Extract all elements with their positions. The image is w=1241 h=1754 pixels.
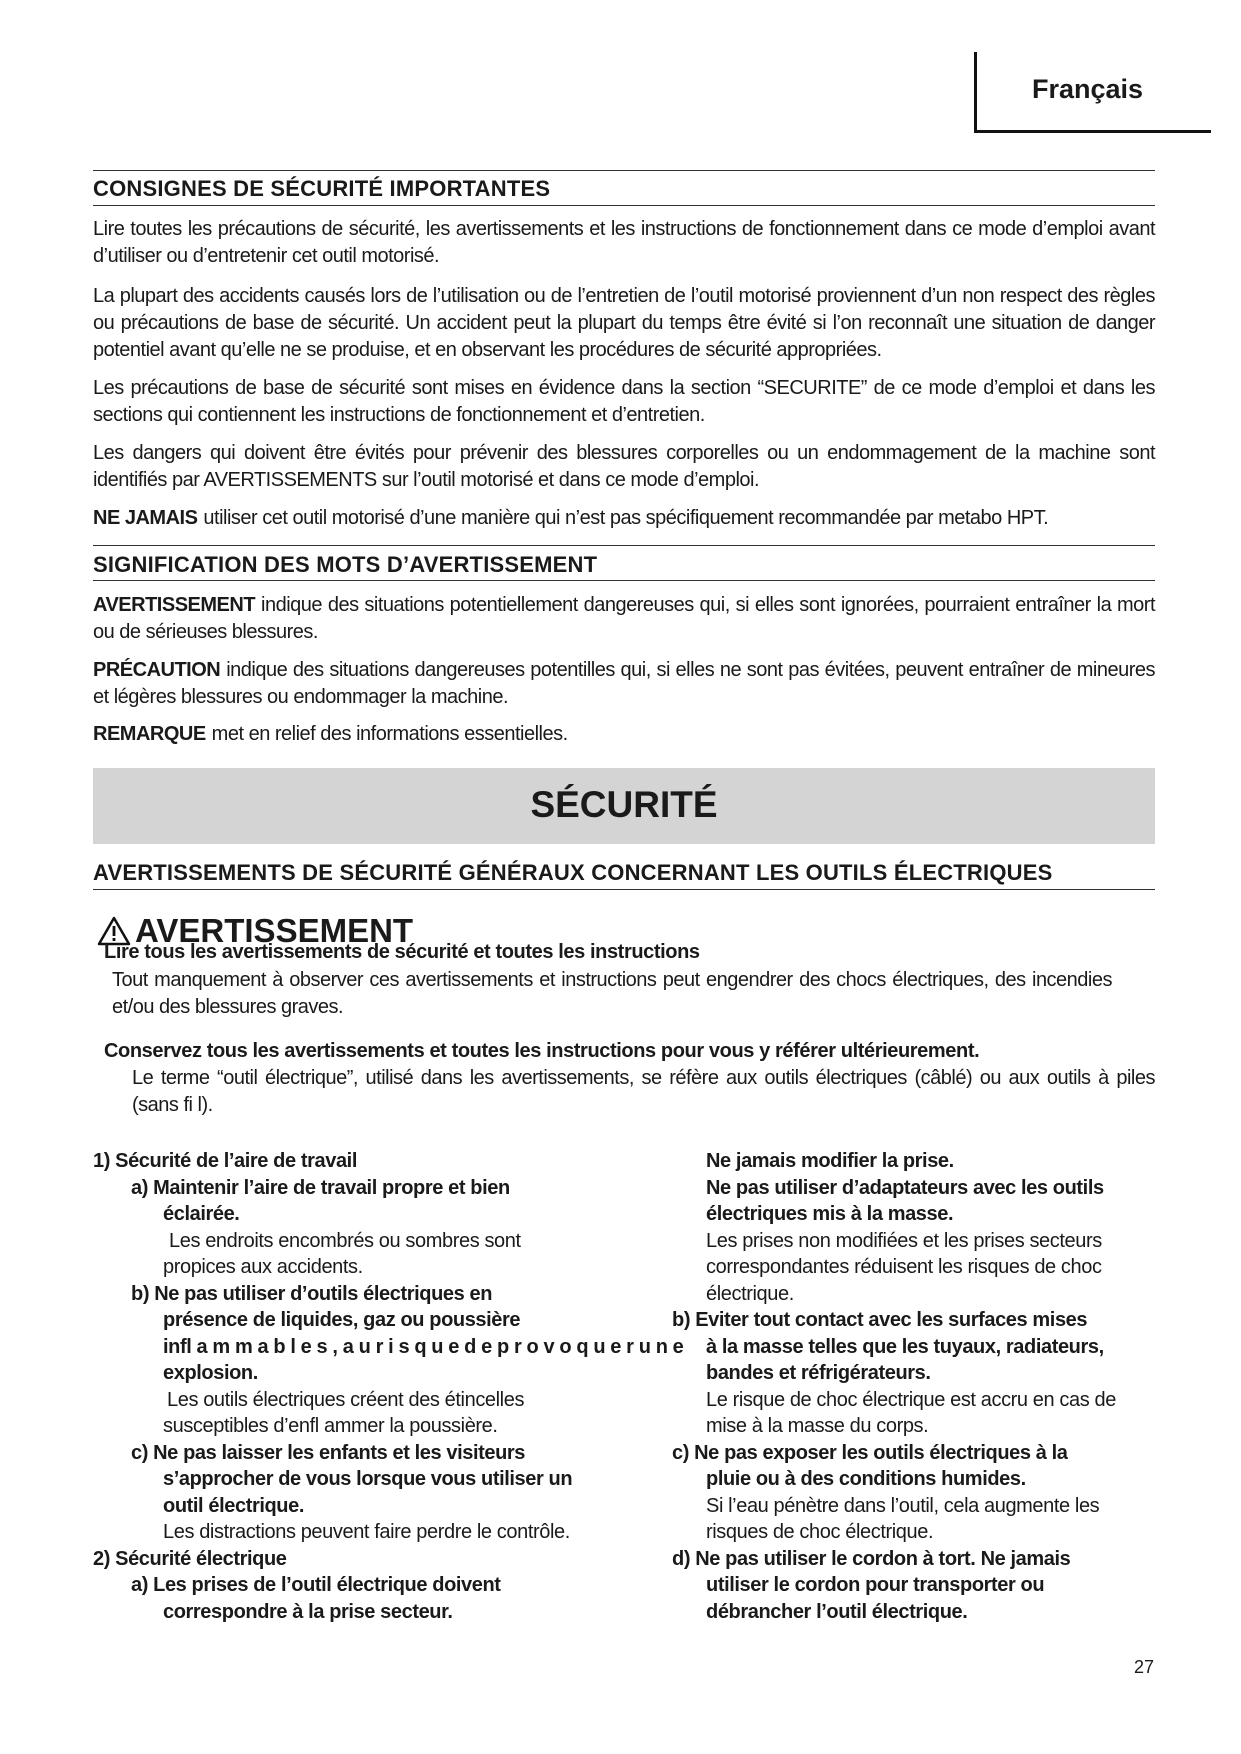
rule-c-line2: s’approcher de vous lorsque vous utiliser un [163, 1468, 573, 1490]
heading-electrical: 2) Sécurité électrique [93, 1547, 287, 1570]
term-avertissement: AVERTISSEMENT [93, 594, 256, 616]
rule-adapters-line2: électriques mis à la masse. [706, 1203, 954, 1225]
rule-plug-text1: Les prises non modifiées et les prises secteurs [706, 1229, 1102, 1252]
divider [93, 889, 1155, 890]
divider [93, 580, 1155, 581]
rule-b-text2: mise à la masse du corps. [706, 1415, 929, 1437]
rule-b-line3: infl a m m a b l e s , a u r i s q u e d e p r o v o q u e r u n e [163, 1335, 684, 1358]
definition-avertissement [93, 592, 1155, 646]
banner-title: SÉCURITÉ [530, 784, 718, 825]
rule-b-line2: à la masse telles que les tuyaux, radiateurs, [706, 1335, 1104, 1358]
paragraph: Lire toutes les précautions de sécurité, les avertissements et les instructions de fonctionnement dans ce mode d’emploi avant d’utiliser ou d’entretenir cet outil motorisé. [93, 218, 1155, 267]
rule-b-liquids: b) Ne pas utiliser d’outils électriques en [131, 1282, 493, 1305]
read-instructions-text [112, 967, 1112, 1021]
rule-plug-text2: correspondantes réduisent les risques de choc [706, 1256, 1102, 1278]
rule-c-children: c) Ne pas laisser les enfants et les visiteurs [131, 1441, 526, 1464]
paragraph: Les dangers qui doivent être évités pour prévenir des blessures corporelles ou un endommagement de la machine sont identifiés par AVERTISSEMENTS sur l’outil motorisé et dans ce mode d’emploi. [93, 442, 1155, 491]
section-title-avertissements-generaux: AVERTISSEMENTS DE SÉCURITÉ GÉNÉRAUX CONCERNANT LES OUTILS ÉLECTRIQUES [93, 860, 1053, 885]
term-ne-jamais: NE JAMAIS [93, 507, 198, 529]
term-text: met en relief des informations essentielles. [211, 723, 568, 745]
rule-a-line2: éclairée. [163, 1203, 240, 1225]
rule-c-line3: outil électrique. [163, 1494, 305, 1517]
rule-a-text1: Les endroits encombrés ou sombres sont [169, 1229, 521, 1252]
language-label: Français [1032, 74, 1144, 104]
left-column [93, 1148, 684, 1625]
right-column [672, 1148, 1158, 1625]
keep-instructions-text [132, 1065, 1155, 1119]
rule-d-cord: d) Ne pas utiliser le cordon à tort. Ne jamais [672, 1547, 1071, 1570]
warning-title: AVERTISSEMENT [135, 912, 414, 949]
rule-b-line3: bandes et réfrigérateurs. [706, 1362, 931, 1384]
rule-a-clean: a) Maintenir l’aire de travail propre et bien [131, 1176, 510, 1199]
read-instructions-heading: Lire tous les avertissements de sécurité et toutes les instructions [104, 941, 700, 963]
rule-b-text1: Le risque de choc électrique est accru en cas de [706, 1388, 1116, 1411]
rule-d-line3: débrancher l’outil électrique. [706, 1600, 968, 1623]
definition-remarque [93, 721, 1155, 748]
page-number: 27 [1134, 1657, 1155, 1677]
rule-c-text2: risques de choc électrique. [706, 1521, 934, 1543]
divider [93, 205, 1155, 206]
rule-adapters: Ne pas utiliser d’adaptateurs avec les outils [706, 1176, 1104, 1199]
definition-precaution [93, 657, 1155, 711]
rule-c-text1: Si l’eau pénètre dans l’outil, cela augmente les [706, 1494, 1100, 1517]
rule-b-text1: Les outils électriques créent des étincelles [167, 1388, 525, 1411]
section-title-consignes: CONSIGNES DE SÉCURITÉ IMPORTANTES [93, 176, 551, 201]
rule-plug-text3: électrique. [706, 1282, 794, 1305]
rule-a-text2: propices aux accidents. [163, 1256, 363, 1278]
paragraph: Les précautions de base de sécurité sont mises en évidence dans la section “SECURITE” de ce mode d’emploi et dans les sections qui contiennent les instructions de fonctionnement et d’entretien. [93, 377, 1155, 426]
rule-c-rain: c) Ne pas exposer les outils électriques à la [672, 1441, 1068, 1464]
rule-b-grounded: b) Eviter tout contact avec les surfaces mises [672, 1309, 1088, 1331]
rule-e-plugs: a) Les prises de l’outil électrique doivent [131, 1574, 501, 1596]
rule-plug-modify: Ne jamais modifier la prise. [706, 1150, 954, 1172]
keep-instructions-heading: Conservez tous les avertissements et toutes les instructions pour vous y référer ultérieurement. [104, 1040, 980, 1062]
term-text: utiliser cet outil motorisé d’une manière qui n’est pas spécifiquement recommandée par metabo HPT. [203, 507, 1049, 529]
term-remarque: REMARQUE [93, 723, 206, 745]
term-text: indique des situations potentiellement dangereuses qui, si elles sont ignorées, pourraient entraîner la mort ou de sérieuses blessures. [93, 594, 1155, 643]
rule-d-line2: utiliser le cordon pour transporter ou [706, 1574, 1045, 1596]
term-precaution: PRÉCAUTION [93, 659, 221, 681]
divider [93, 170, 1155, 171]
divider [93, 545, 1155, 546]
rule-e-line2: correspondre à la prise secteur. [163, 1600, 453, 1623]
paragraph: La plupart des accidents causés lors de l’utilisation ou de l’entretien de l’outil motorisé proviennent d’un non respect des règles ou précautions de base de sécurité. Un accident peut la plupart du temps être évité si l’on reconnaît une situation de danger potentiel avant qu’elle ne se produise, et en observant les procédures de sécurité appropriées. [93, 285, 1155, 361]
heading-work-area: 1) Sécurité de l’aire de travail [93, 1150, 357, 1172]
read-instructions-body: Tout manquement à observer ces avertissements et instructions peut engendrer des chocs électriques, des incendies et/ou des blessures graves. [112, 969, 1112, 1018]
section-title-signification: SIGNIFICATION DES MOTS D’AVERTISSEMENT [93, 552, 598, 577]
rule-b-line4: explosion. [163, 1362, 258, 1384]
keep-instructions-body: Le terme “outil électrique”, utilisé dans les avertissements, se réfère aux outils électriques (câblé) ou aux outils à piles (sans fi l). [132, 1067, 1155, 1116]
rule-b-text2: susceptibles d’enfl ammer la poussière. [163, 1415, 498, 1437]
rule-b-line2: présence de liquides, gaz ou poussière [163, 1309, 521, 1331]
term-text: indique des situations dangereuses potentilles qui, si elles ne sont pas évitées, peuvent entraîner de mineures et légères blessures ou endommager la machine. [93, 659, 1155, 708]
paragraph-never [93, 505, 1155, 532]
rule-c-line2: pluie ou à des conditions humides. [706, 1468, 1026, 1490]
rule-c-text1: Les distractions peuvent faire perdre le contrôle. [163, 1521, 570, 1543]
